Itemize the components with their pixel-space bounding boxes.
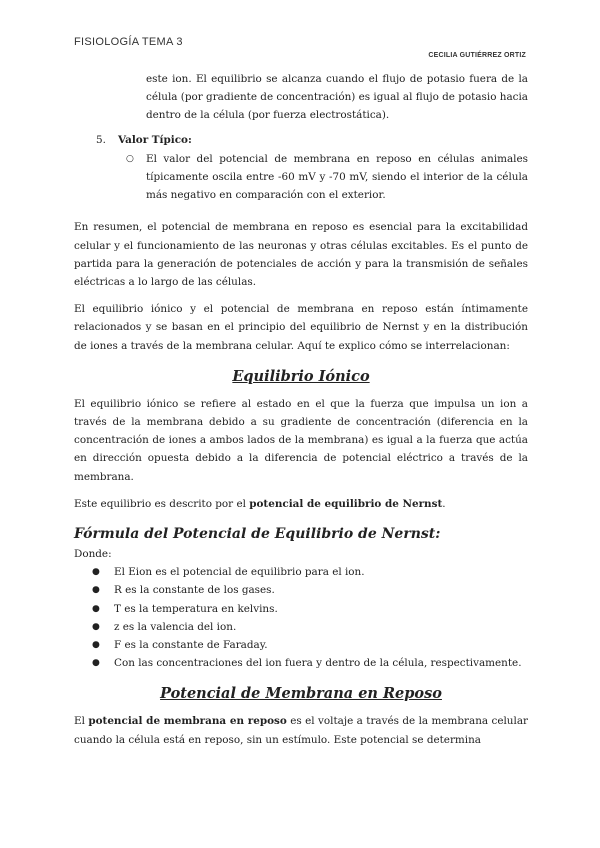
list-item-text: Con las concentraciones del ion fuera y dentro de la célula, respectivamente. [114, 657, 522, 670]
bullet-icon: ● [92, 603, 100, 614]
list-item-text: F es la constante de Faraday. [114, 639, 268, 652]
bullet-icon: ● [92, 640, 100, 651]
list-number: 5. [96, 133, 106, 146]
relation-paragraph: El equilibrio iónico y el potencial de membrana en reposo están íntimamente relacionados y se basan en el principio del equilibrio de Nernst y en la distribución de iones a través de la membrana celular. Aquí te explico cómo se interrelacionan: [74, 303, 528, 352]
list-item [74, 654, 528, 672]
list-item [74, 581, 528, 599]
sub-item-text: El valor del potencial de membrana en reposo en células animales típicamente oscila entre -60 mV y -70 mV, siendo el interior de la célula más negativo en comparación con el exterior. [146, 152, 528, 202]
summary-paragraph: En resumen, el potencial de membrana en reposo es esencial para la excitabilidad celular y el funcionamiento de las neuronas y otras células excitables. Es el punto de partida para la generación de potenciales de acción y para la transmisión de señales eléctricas a lo largo de las células. [74, 221, 528, 289]
list-item-text: R es la constante de los gases. [114, 584, 275, 597]
potencial-paragraph [74, 712, 528, 748]
heading-formula-nernst: Fórmula del Potencial de Equilibrio de Nernst: [74, 526, 441, 543]
potencial-bold: potencial de membrana en reposo [88, 715, 287, 728]
list-item-text: z es la valencia del ion. [114, 620, 237, 633]
document-body [74, 68, 528, 749]
bullet-icon: ● [92, 567, 100, 578]
nernst-bold: potencial de equilibrio de Nernst [249, 497, 443, 510]
header-subject: FISIOLOGÍA TEMA 3 [74, 36, 183, 48]
header-author: CECILIA GUTIÉRREZ ORTIZ [428, 52, 526, 59]
bullet-icon: ● [92, 585, 100, 596]
list-item [74, 600, 528, 618]
heading-equilibrio-ionico: Equilibrio Iónico [232, 367, 370, 385]
hollow-circle-bullet-icon: ○ [126, 153, 134, 164]
bullet-icon: ● [92, 621, 100, 632]
sub-list-item [74, 150, 528, 205]
potencial-suffix: es el voltaje a través de la membrana celular cuando la célula está en reposo, sin un estímulo. Este potencial se determina [74, 715, 528, 746]
nernst-suffix: . [442, 497, 446, 510]
list-item [74, 618, 528, 636]
bullet-icon: ● [92, 658, 100, 669]
nernst-prefix: Este equilibrio es descrito por el [74, 497, 250, 510]
ordered-list-item [74, 131, 528, 149]
list-item-text: T es la temperatura en kelvins. [114, 602, 278, 615]
list-item [74, 563, 528, 581]
donde-label: Donde: [74, 548, 112, 561]
potencial-prefix: El [74, 715, 89, 728]
heading-potencial-membrana: Potencial de Membrana en Reposo [160, 685, 442, 703]
equilibrio-paragraph: El equilibrio iónico se refiere al estado en el que la fuerza que impulsa un ion a través de la membrana debido a su gradiente de concentración (diferencia en la concentración de iones a ambos lados de la membrana) es igual a la fuerza que actúa en dirección opuesta debido a la diferencia de potencial eléctrico a través de la membrana. [74, 397, 528, 483]
list-item-text: El Eion es el potencial de equilibrio para el ion. [114, 566, 365, 579]
list-label: Valor Típico: [118, 133, 192, 146]
formula-bullet-list [74, 563, 528, 672]
nernst-paragraph [74, 495, 528, 513]
list-item [74, 636, 528, 654]
continuation-text: este ion. El equilibrio se alcanza cuando el flujo de potasio fuera de la célula (por gradiente de concentración) es igual al flujo de potasio hacia dentro de la célula (por fuerza electrostática). [146, 73, 528, 122]
